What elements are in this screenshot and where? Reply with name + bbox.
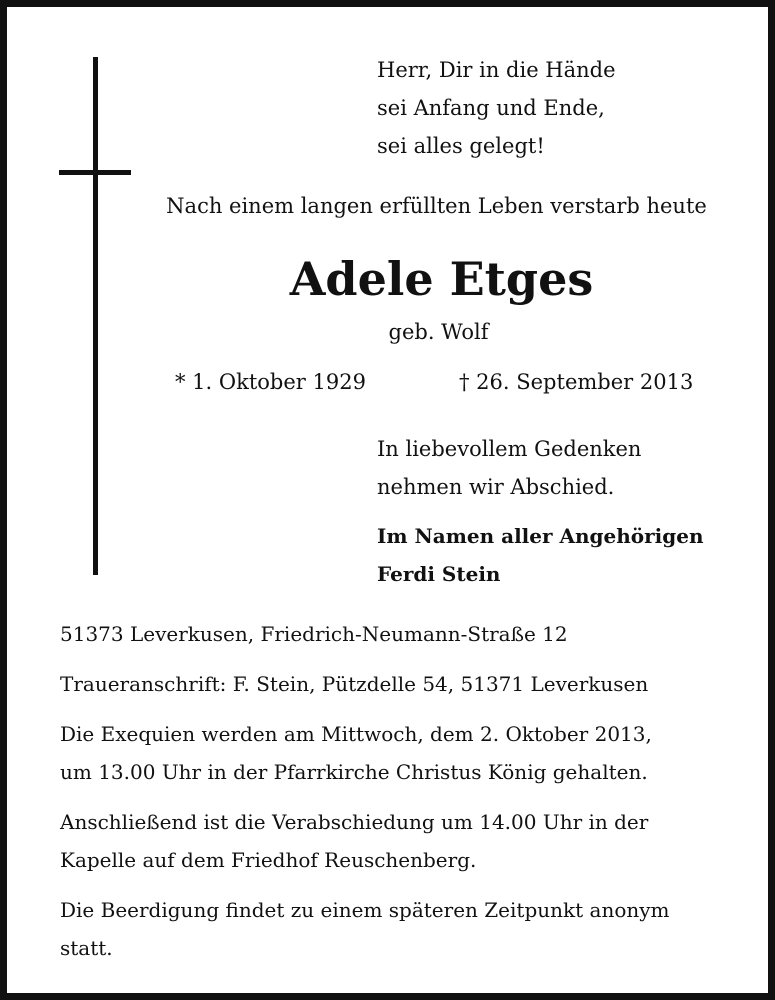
verse-line: Herr, Dir in die Hände bbox=[377, 58, 616, 82]
service-details bbox=[60, 615, 732, 979]
memorial-line: In liebevollem Gedenken bbox=[377, 437, 642, 461]
memorial-line: nehmen wir Abschied. bbox=[377, 475, 615, 499]
burial-line: statt. bbox=[60, 936, 113, 960]
death-date: † 26. September 2013 bbox=[459, 370, 694, 394]
birth-date: * 1. Oktober 1929 bbox=[175, 370, 366, 394]
mourning-address: Traueranschrift: F. Stein, Pützdelle 54, 51371 Leverkusen bbox=[60, 672, 649, 696]
signature-block bbox=[377, 517, 704, 593]
bible-verse bbox=[377, 51, 616, 165]
deceased-name: Adele Etges bbox=[289, 252, 594, 306]
signature-line: Im Namen aller Angehörigen bbox=[377, 524, 704, 548]
farewell-line: Anschließend ist die Verabschiedung um 14.00 Uhr in der bbox=[60, 810, 649, 834]
signature-name: Ferdi Stein bbox=[377, 562, 501, 586]
exequies-line: Die Exequien werden am Mittwoch, dem 2. Oktober 2013, bbox=[60, 722, 652, 746]
farewell-line: Kapelle auf dem Friedhof Reuschenberg. bbox=[60, 848, 477, 872]
intro-text: Nach einem langen erfüllten Leben verstarb heute bbox=[166, 194, 707, 218]
verse-line: sei Anfang und Ende, bbox=[377, 96, 605, 120]
home-address: 51373 Leverkusen, Friedrich-Neumann-Straße 12 bbox=[60, 622, 568, 646]
farewell-info bbox=[60, 803, 732, 879]
burial-line: Die Beerdigung findet zu einem späteren Zeitpunkt anonym bbox=[60, 898, 670, 922]
cross-icon-bar bbox=[59, 170, 131, 175]
maiden-name: geb. Wolf bbox=[388, 320, 489, 344]
exequies-info bbox=[60, 715, 732, 791]
burial-info bbox=[60, 891, 732, 967]
exequies-line: um 13.00 Uhr in der Pfarrkirche Christus König gehalten. bbox=[60, 760, 648, 784]
memorial-text bbox=[377, 430, 641, 506]
verse-line: sei alles gelegt! bbox=[377, 134, 545, 158]
